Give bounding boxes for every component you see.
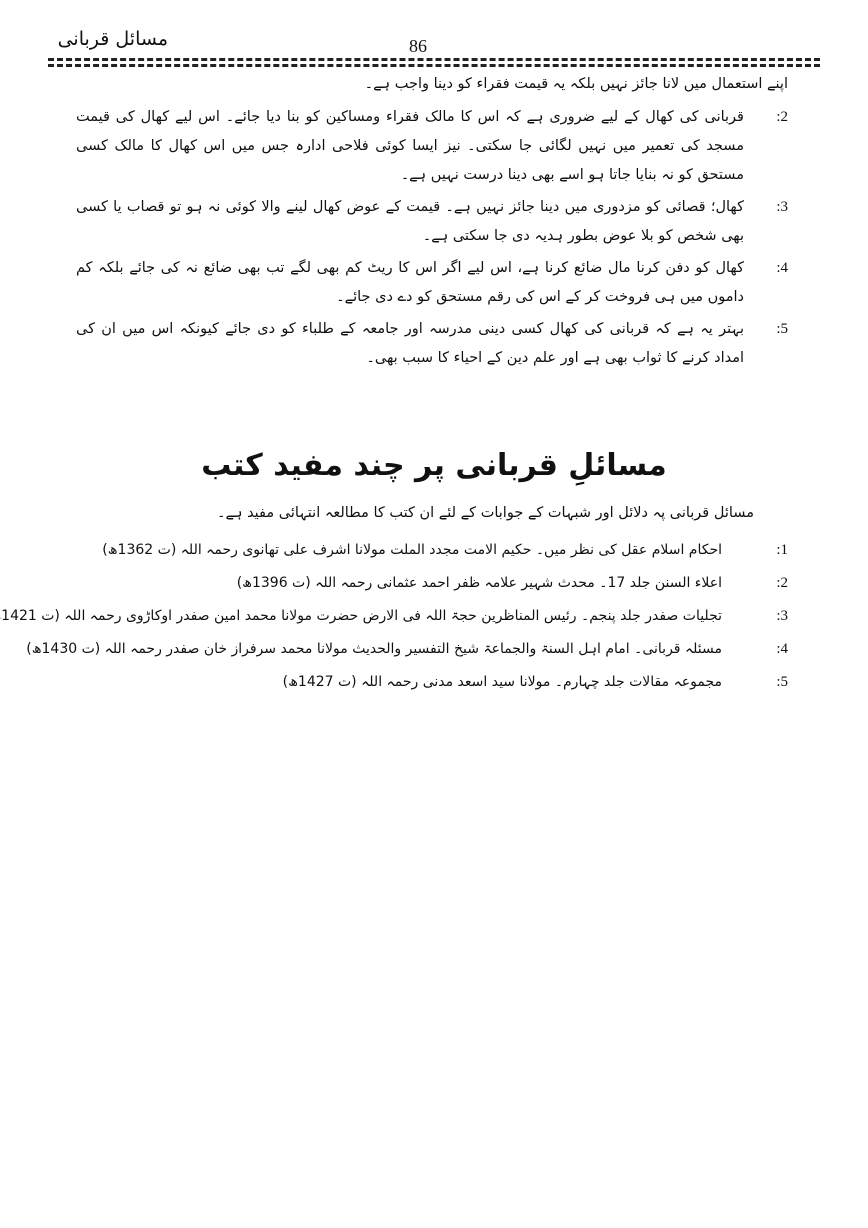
book-text: اعلاء السنن جلد 17۔ محدث شہیر علامہ ظفر احمد عثمانی رحمہ اللہ (ت 1396ھ) bbox=[236, 575, 722, 591]
book-item-4 bbox=[26, 633, 788, 666]
paragraph-text: بہتر یہ ہے کہ قربانی کی کھال کسی دینی مدرسہ اور جامعہ کے طلباء کو دی جائے کیونکہ اس میں ان کی امداد کرنے کا ثواب بھی ہے اور علم دین کے احیاء کا سبب بھی۔ bbox=[76, 321, 744, 366]
book-text: تجلیات صفدر جلد پنجم۔ رئیس المناظرین حجۃ اللہ فی الارض حضرت مولانا محمد امین صفدر اوکاڑوی رحمہ اللہ (ت 1421 bbox=[1, 608, 722, 624]
section-heading: مسائلِ قربانی پر چند مفید کتب bbox=[201, 448, 667, 483]
paragraph-number: :2 bbox=[776, 109, 788, 125]
page-number: 86 bbox=[409, 36, 427, 56]
book-number: :4 bbox=[776, 641, 788, 657]
book-item-1 bbox=[76, 534, 788, 567]
paragraph-number: :4 bbox=[776, 260, 788, 276]
header-divider-bottom bbox=[48, 64, 820, 67]
book-text: مسئلہ قربانی۔ امام اہل السنۃ والجماعۃ شیخ التفسیر والحدیث مولانا محمد سرفراز خان صفدر رحمہ اللہ (ت 1430ھ) bbox=[26, 641, 722, 657]
paragraph-5 bbox=[76, 315, 788, 373]
paragraph-text: کھال کو دفن کرنا مال ضائع کرنا ہے، اس لیے اگر اس کا ریٹ کم بھی لگے تب بھی ضائع نہ کی جائے بلکہ کم داموں میں ہی فروخت کر کے اس کی رقم مستحق کو دے دی جائے۔ bbox=[76, 260, 744, 305]
book-number: :2 bbox=[776, 575, 788, 591]
paragraph-3 bbox=[76, 193, 788, 251]
paragraph-list bbox=[76, 103, 788, 376]
paragraph-4 bbox=[76, 254, 788, 312]
paragraph-number: :3 bbox=[776, 199, 788, 215]
paragraph-2 bbox=[76, 103, 788, 190]
header-divider-top bbox=[48, 58, 820, 61]
book-number: :3 bbox=[776, 608, 788, 624]
continuation-line: اپنے استعمال میں لانا جائز نہیں بلکہ یہ قیمت فقراء کو دینا واجب ہے۔ bbox=[364, 76, 788, 92]
running-header-title: مسائل قربانی bbox=[57, 28, 168, 50]
book-item-3 bbox=[1, 600, 788, 633]
book-text: احکام اسلام عقل کی نظر میں۔ حکیم الامت مجدد الملت مولانا اشرف علی تھانوی رحمہ اللہ (ت 1362ھ) bbox=[102, 542, 722, 558]
section-intro: مسائل قربانی پہ دلائل اور شبہات کے جوابات کے لئے ان کتب کا مطالعہ انتہائی مفید ہے۔ bbox=[216, 505, 754, 521]
paragraph-text: قربانی کی کھال کے لیے ضروری ہے کہ اس کا مالک فقراء ومساکین کو بنا دیا جائے۔ اس لیے کھال کی قیمت مسجد کی تعمیر میں نہیں لگائی جا سکتی۔ نیز ایسا کوئی فلاحی ادارہ جس میں اس کھال کا مالک کسی مستحق کو نہ بنایا جاتا ہو اسے بھی دینا درست نہیں ہے۔ bbox=[76, 109, 744, 183]
book-item-2 bbox=[76, 567, 788, 600]
book-number: :1 bbox=[776, 542, 788, 558]
book-item-5 bbox=[76, 666, 788, 699]
book-number: :5 bbox=[776, 674, 788, 690]
book-list bbox=[1, 534, 788, 699]
paragraph-number: :5 bbox=[776, 321, 788, 337]
paragraph-text: کھال؛ قصائی کو مزدوری میں دینا جائز نہیں ہے۔ قیمت کے عوض کھال لینے والا کوئی نہ ہو تو قصاب یا کسی بھی شخص کو بلا عوض بطور ہدیہ دی جا سکتی ہے۔ bbox=[76, 199, 744, 244]
book-text: مجموعہ مقالات جلد چہارم۔ مولانا سید اسعد مدنی رحمہ اللہ (ت 1427ھ) bbox=[282, 674, 722, 690]
